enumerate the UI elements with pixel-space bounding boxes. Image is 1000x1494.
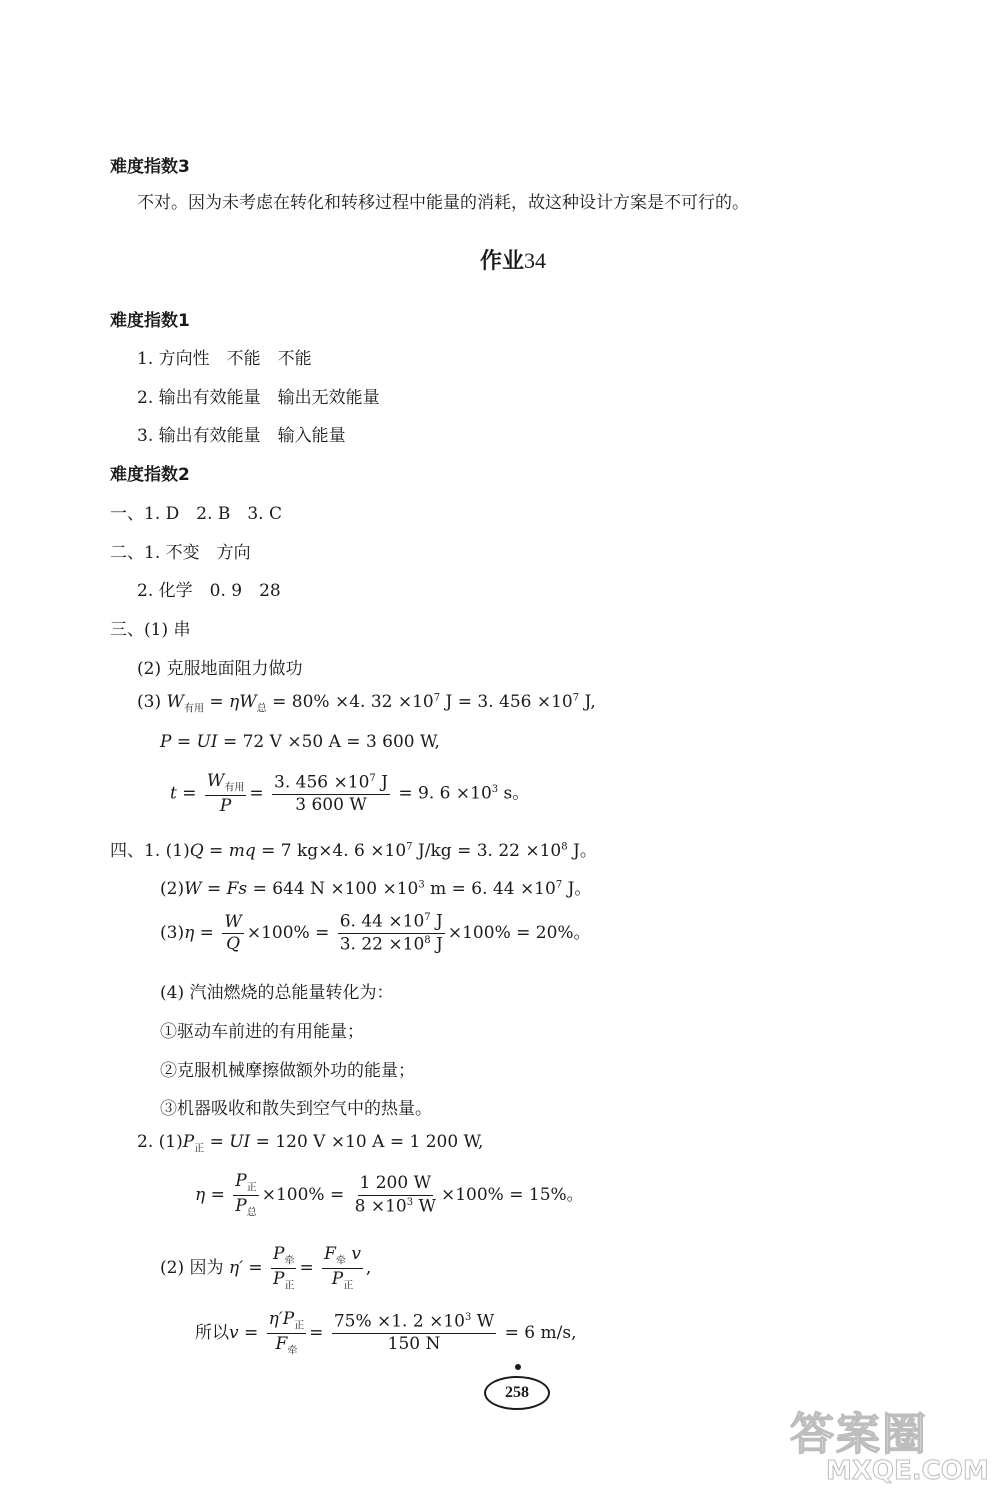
eq-text: J。	[567, 841, 597, 861]
eq-text: = 80% ×4. 32 ×10	[266, 692, 434, 712]
eq-text: J/kg = 3. 22 ×10	[412, 841, 562, 861]
part4-q1b: (2)W = Fs = 644 $N \times 100 \times 10^3$ m = 6. $44 \times 10^7$ J。	[160, 879, 592, 899]
level1-item: 1. 方向性 不能 不能	[137, 349, 312, 369]
part4-q1a: 四、1. (1)Q = mq = 7 kg×4. $6 \times 10^7$ J/kg = 3. $22 \times 10^8$ J。	[110, 841, 597, 861]
eq-text: = 7 kg×4. 6 ×10	[255, 841, 407, 861]
eq-text: ×100% = 15%。	[440, 1184, 584, 1205]
eq-text: s。	[498, 783, 530, 804]
fraction: $\frac{6. 44 \times 10^7 J}{3. 22 \times 10^8 J}$	[339, 911, 443, 955]
fraction: $\frac{\eta'P_正}{F_牵}$	[268, 1309, 305, 1357]
eq-label: (3)	[160, 923, 185, 944]
eq-label: (2) 因为	[160, 1257, 224, 1278]
eq-label: 所以	[195, 1322, 229, 1343]
page-number-dot	[515, 1364, 521, 1370]
eq-text: m = 6. 44 ×10	[424, 879, 556, 899]
part4-q2c: 所以v = $\frac{\eta'P_正}{F_牵}$ = $\frac{75\% \times 1. 2 \times 10^3 W}{150 N}$ = 6 m/s,	[195, 1309, 577, 1357]
eq-label: (3)	[137, 692, 162, 712]
part3-eq1: (3) $W_{有用} = \eta W_总 = 80\% \times 4$. $32 \times 10^7$ J = 3. $456 \times 10^7$ J,	[137, 692, 596, 715]
list-item: ②克服机械摩擦做额外功的能量；	[160, 1061, 415, 1081]
part2-answer-1: 二、1. 不变 方向	[110, 543, 251, 563]
list-item: ③机器吸收和散失到空气中的热量。	[160, 1099, 432, 1119]
part3-answer-1: 三、(1) 串	[110, 620, 191, 640]
part3-eq3: t = $\frac{W_{有用}}{P}$ = $\frac{3. 456 \times 10^7 J}{3 600 W}$ = 9. $6 \times 10^3$ s。	[170, 771, 530, 816]
eq-label: 2. (1)	[137, 1132, 183, 1152]
page-number: 258	[484, 1376, 550, 1410]
part3-eq2: P = UI = 72 V ×50 A = 3 600 W,	[160, 732, 440, 752]
fraction: $\frac{F_牵 v}{P_正}$	[324, 1244, 361, 1292]
level1-item: 2. 输出有效能量 输出无效能量	[137, 388, 380, 408]
section-heading-level2: 难度指数2	[110, 465, 190, 485]
eq-text: = 72 V ×50 A = 3 600 W,	[217, 732, 440, 752]
watermark-url: MXQE.COM	[826, 1456, 989, 1486]
eq-text: J = 3. 456 ×10	[440, 692, 573, 712]
watermark-text: 答案圈	[790, 1409, 928, 1460]
fraction: $\frac{P_牵}{P_正}$	[273, 1244, 295, 1292]
fraction: $\frac{3. 456 \times 10^7 J}{3 600 W}$	[274, 772, 388, 816]
eq-text: = 6 m/s,	[499, 1322, 577, 1343]
homework-title	[480, 244, 546, 275]
fraction: $\frac{P_正}{P_总}$	[235, 1171, 257, 1219]
section-heading-level1: 难度指数1	[110, 311, 190, 331]
part1-answers: 一、1. D 2. B 3. C	[110, 504, 283, 524]
eq-text: ×100% = 20%。	[447, 923, 591, 944]
part4-q1d: (4) 汽油燃烧的总能量转化为：	[160, 983, 394, 1003]
homework-title-text: 作业	[480, 249, 525, 274]
level1-item: 3. 输出有效能量 输入能量	[137, 426, 346, 446]
eq-text: J,	[579, 692, 596, 712]
fraction: $\frac{W}{Q}$	[224, 911, 242, 955]
eq-label: 四、1. (1)	[110, 841, 190, 861]
fraction: $\frac{1 200 W}{8 \times 10^3 W}$	[354, 1173, 436, 1217]
eq-label: (2)	[160, 879, 185, 899]
watermark-logo	[790, 1398, 990, 1488]
list-item: ①驱动车前进的有用能量；	[160, 1022, 364, 1042]
fraction: $\frac{W_{有用}}{P}$	[206, 771, 245, 816]
part4-q1c: (3)η = $\frac{W}{Q}$ ×100% = $\frac{6. 44 \times 10^7 J}{3. 22 \times 10^8 J}$ ×100% = 20%。	[160, 911, 591, 955]
eq-text: = 9. 6 ×10	[393, 783, 492, 804]
eq-text: = 644 N ×100 ×10	[247, 879, 419, 899]
fraction: $\frac{75\% \times 1. 2 \times 10^3 W}{150 N}$	[333, 1311, 495, 1355]
eq-text: = 120 V ×10 A = 1 200 W,	[250, 1132, 484, 1152]
eq-text: J。	[562, 879, 592, 899]
homework-number: 34	[524, 248, 547, 273]
section-heading-level3: 难度指数3	[110, 157, 190, 177]
part4-q2b: (2) 因为 η′ = $\frac{P_牵}{P_正}$ = $\frac{F_牵 v}{P_正}$ ,	[160, 1244, 372, 1292]
level3-answer: 不对。因为未考虑在转化和转移过程中能量的消耗，故这种设计方案是不可行的。	[137, 193, 749, 213]
part2-answer-2: 2. 化学 0. 9 28	[137, 581, 281, 601]
part4-q2a-efficiency: η = $\frac{P_正}{P_总}$ ×100% = $\frac{1 200 W}{8 \times 10^3 W}$ ×100% = 15%。	[195, 1171, 584, 1219]
part3-answer-2: (2) 克服地面阻力做功	[137, 659, 303, 679]
part4-q2a: 2. $(1)P_正$ = UI = 120 V ×10 A = 1 200 W,	[137, 1132, 484, 1155]
